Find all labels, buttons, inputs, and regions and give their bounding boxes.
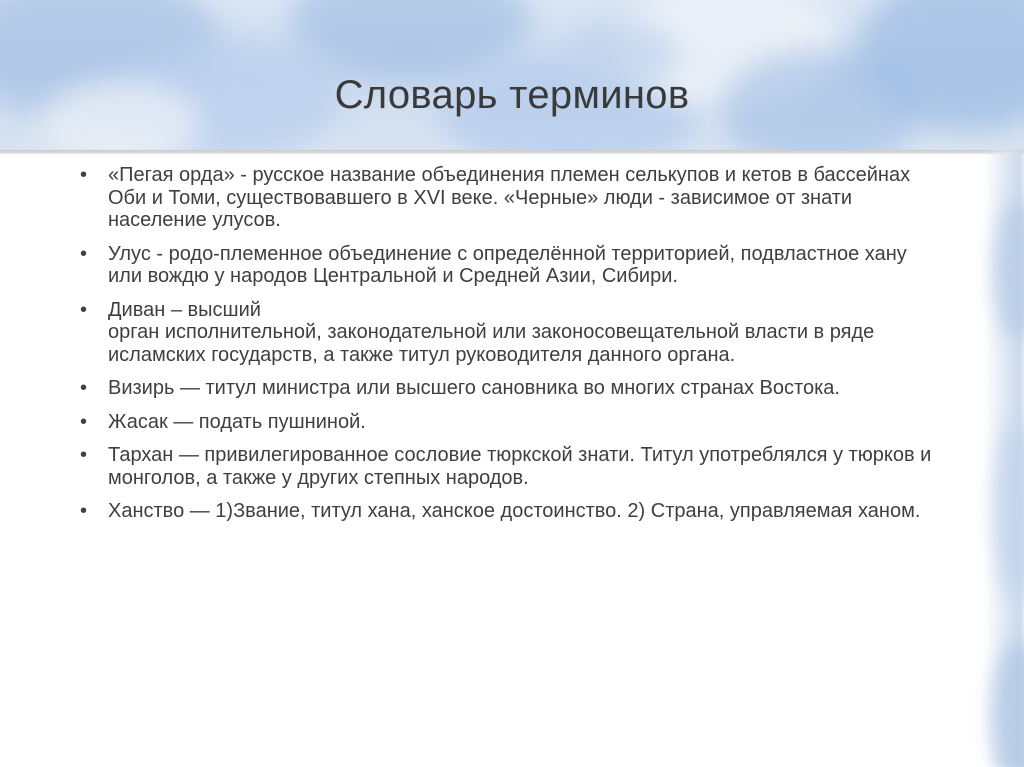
term-item [80,444,940,489]
bullet: • [80,500,88,522]
bullet: • [80,298,88,321]
term-text: Визирь — титул министра или высшего сановника во многих странах Востока. [108,377,840,399]
term-text: Диван – высший орган исполнительной, законодательной или законосовещательной власти в ряде исламских государств, а также титул руководителя данного органа. [108,298,875,366]
bullet: • [80,377,88,399]
terms-list [80,164,940,534]
bullet: • [80,410,88,433]
term-item [80,299,940,367]
term-item [80,243,940,288]
term-item [80,377,940,400]
bullet: • [80,444,88,466]
slide-title: Словарь терминов [334,72,690,117]
term-text: Ханство — 1)Звание, титул хана, ханское достоинство. 2) Страна, управляемая ханом. [108,500,921,522]
term-item [80,500,940,523]
bullet: • [80,242,88,265]
term-text: Тархан — привилегированное сословие тюркской знати. Титул употреблялся у тюрков и монголов, а также у других степных народов. [108,444,932,489]
term-text: Жасак — подать пушниной. [108,410,366,433]
header-divider [0,150,1024,154]
term-item [80,164,940,232]
term-item [80,411,940,434]
term-text: «Пегая орда» - русское название объединения племен селькупов и кетов в бассейнах Оби и Томи, существовавшего в XVI веке. «Черные» люди - зависимое от знати население улусов. [108,164,911,231]
bullet: • [80,164,88,186]
term-text: Улус - родо-племенное объединение с определённой территорией, подвластное хану или вождю у народов Центральной и Средней Азии, Сибири. [108,242,907,287]
